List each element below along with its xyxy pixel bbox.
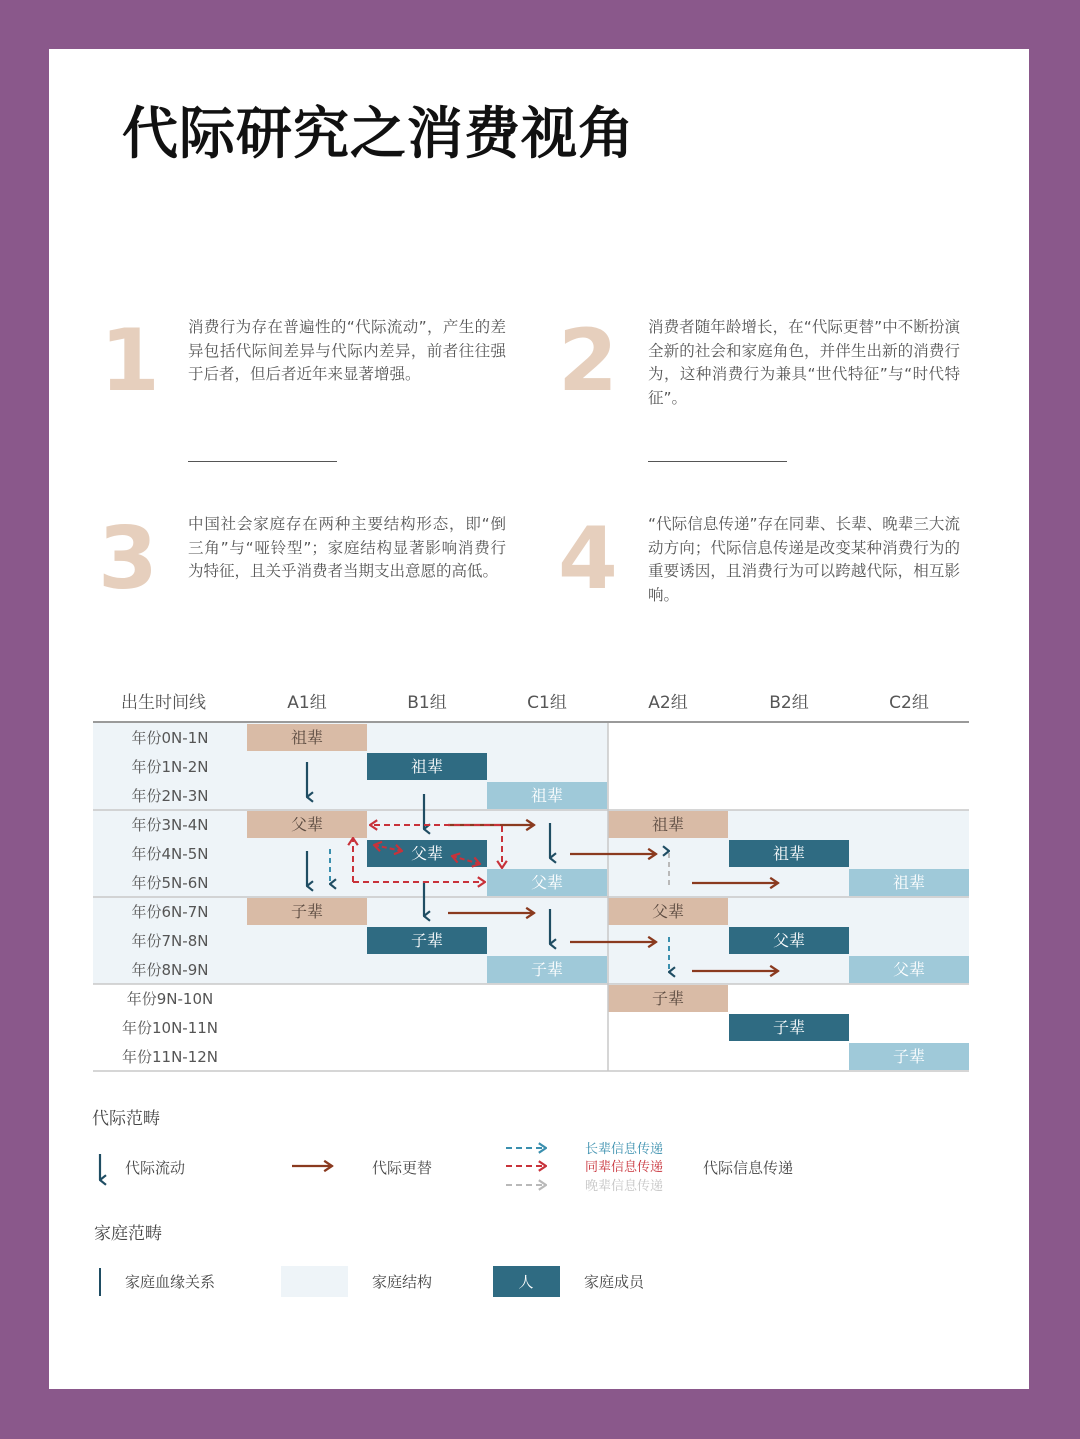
legend-junior-label: 晚辈信息传递 (585, 1179, 664, 1194)
row-label: 年份0N-1N (131, 729, 209, 747)
point-number-4: 4 (558, 509, 618, 609)
row-label: 年份6N-7N (131, 903, 209, 921)
family-member-label: 子辈 (410, 931, 444, 950)
family-member-label: 祖辈 (410, 757, 444, 776)
page-title: 代际研究之消费视角 (122, 102, 635, 167)
family-member-label: 子辈 (651, 989, 685, 1008)
group-header: C2组 (889, 693, 929, 713)
legend-member-label: 家庭成员 (584, 1273, 645, 1291)
point-text-4: “代际信息传递”存在同辈、长辈、晚辈三大流动方向；代际信息传递是改变某种消费行为的重要诱因，且消费行为可以跨越代际，相互影响。 (648, 515, 960, 604)
family-member-label: 父辈 (651, 902, 685, 921)
row-label: 年份2N-3N (131, 787, 209, 805)
point-text-3: 中国社会家庭存在两种主要结构形态，即“倒三角”与“哑铃型”；家庭结构显著影响消费行为特征，且关乎消费者当期支出意愿的高低。 (188, 515, 506, 580)
family-member-label: 父辈 (290, 815, 324, 834)
legend-structure-label: 家庭结构 (372, 1273, 433, 1291)
family-member-label: 父辈 (530, 873, 564, 892)
family-member-label: 子辈 (290, 902, 324, 921)
point-number-3: 3 (98, 509, 158, 609)
family-member-label: 子辈 (772, 1018, 806, 1037)
row-label: 年份7N-8N (131, 932, 209, 950)
legend-section2-title: 家庭范畴 (94, 1224, 162, 1244)
point-text-1: 消费行为存在普遍性的“代际流动”，产生的差异包括代际间差异与代际内差异，前者往往强于后者，但后者近年来显著增强。 (188, 318, 506, 383)
point-text-2: 消费者随年龄增长，在“代际更替”中不断扮演全新的社会和家庭角色，并伴生出新的消费行为，这种消费行为兼具“世代特征”与“时代特征”。 (648, 318, 960, 407)
family-member-label: 祖辈 (290, 728, 324, 747)
legend-flow-label: 代际流动 (125, 1159, 186, 1177)
family-member-label: 祖辈 (772, 844, 806, 863)
row-label: 年份1N-2N (131, 758, 209, 776)
legend-replace-label: 代际更替 (372, 1159, 433, 1177)
point-number-1: 1 (100, 311, 160, 411)
legend-blood-label: 家庭血缘关系 (125, 1273, 216, 1291)
group-header: B1组 (407, 693, 447, 713)
legend (92, 1109, 793, 1297)
family-member-label: 祖辈 (651, 815, 685, 834)
point-number-2: 2 (558, 311, 618, 411)
legend-structure-swatch (281, 1266, 348, 1297)
legend-member-box-label: 人 (518, 1273, 534, 1291)
group-header: B2组 (769, 693, 809, 713)
row-label: 年份4N-5N (131, 845, 209, 863)
legend-elder-label: 长辈信息传递 (585, 1142, 664, 1157)
diagram-corner-header: 出生时间线 (121, 693, 206, 713)
family-member-label: 父辈 (410, 844, 444, 863)
family-member-label: 祖辈 (530, 786, 564, 805)
family-member-label: 父辈 (892, 960, 926, 979)
family-member-label: 子辈 (530, 960, 564, 979)
family-member-label: 父辈 (772, 931, 806, 950)
family-member-label: 祖辈 (892, 873, 926, 892)
row-label: 年份8N-9N (131, 961, 209, 979)
group-header: A1组 (287, 693, 327, 713)
group-header: C1组 (527, 693, 567, 713)
group-header: A2组 (648, 693, 688, 713)
row-label: 年份11N-12N (121, 1048, 219, 1066)
legend-info-label: 代际信息传递 (703, 1159, 794, 1177)
row-label: 年份10N-11N (121, 1019, 219, 1037)
legend-peer-label: 同辈信息传递 (585, 1160, 664, 1175)
row-label: 年份3N-4N (131, 816, 209, 834)
row-label: 年份5N-6N (131, 874, 209, 892)
family-member-label: 子辈 (892, 1047, 926, 1066)
legend-section1-title: 代际范畴 (92, 1109, 160, 1129)
row-label: 年份9N-10N (126, 990, 214, 1008)
